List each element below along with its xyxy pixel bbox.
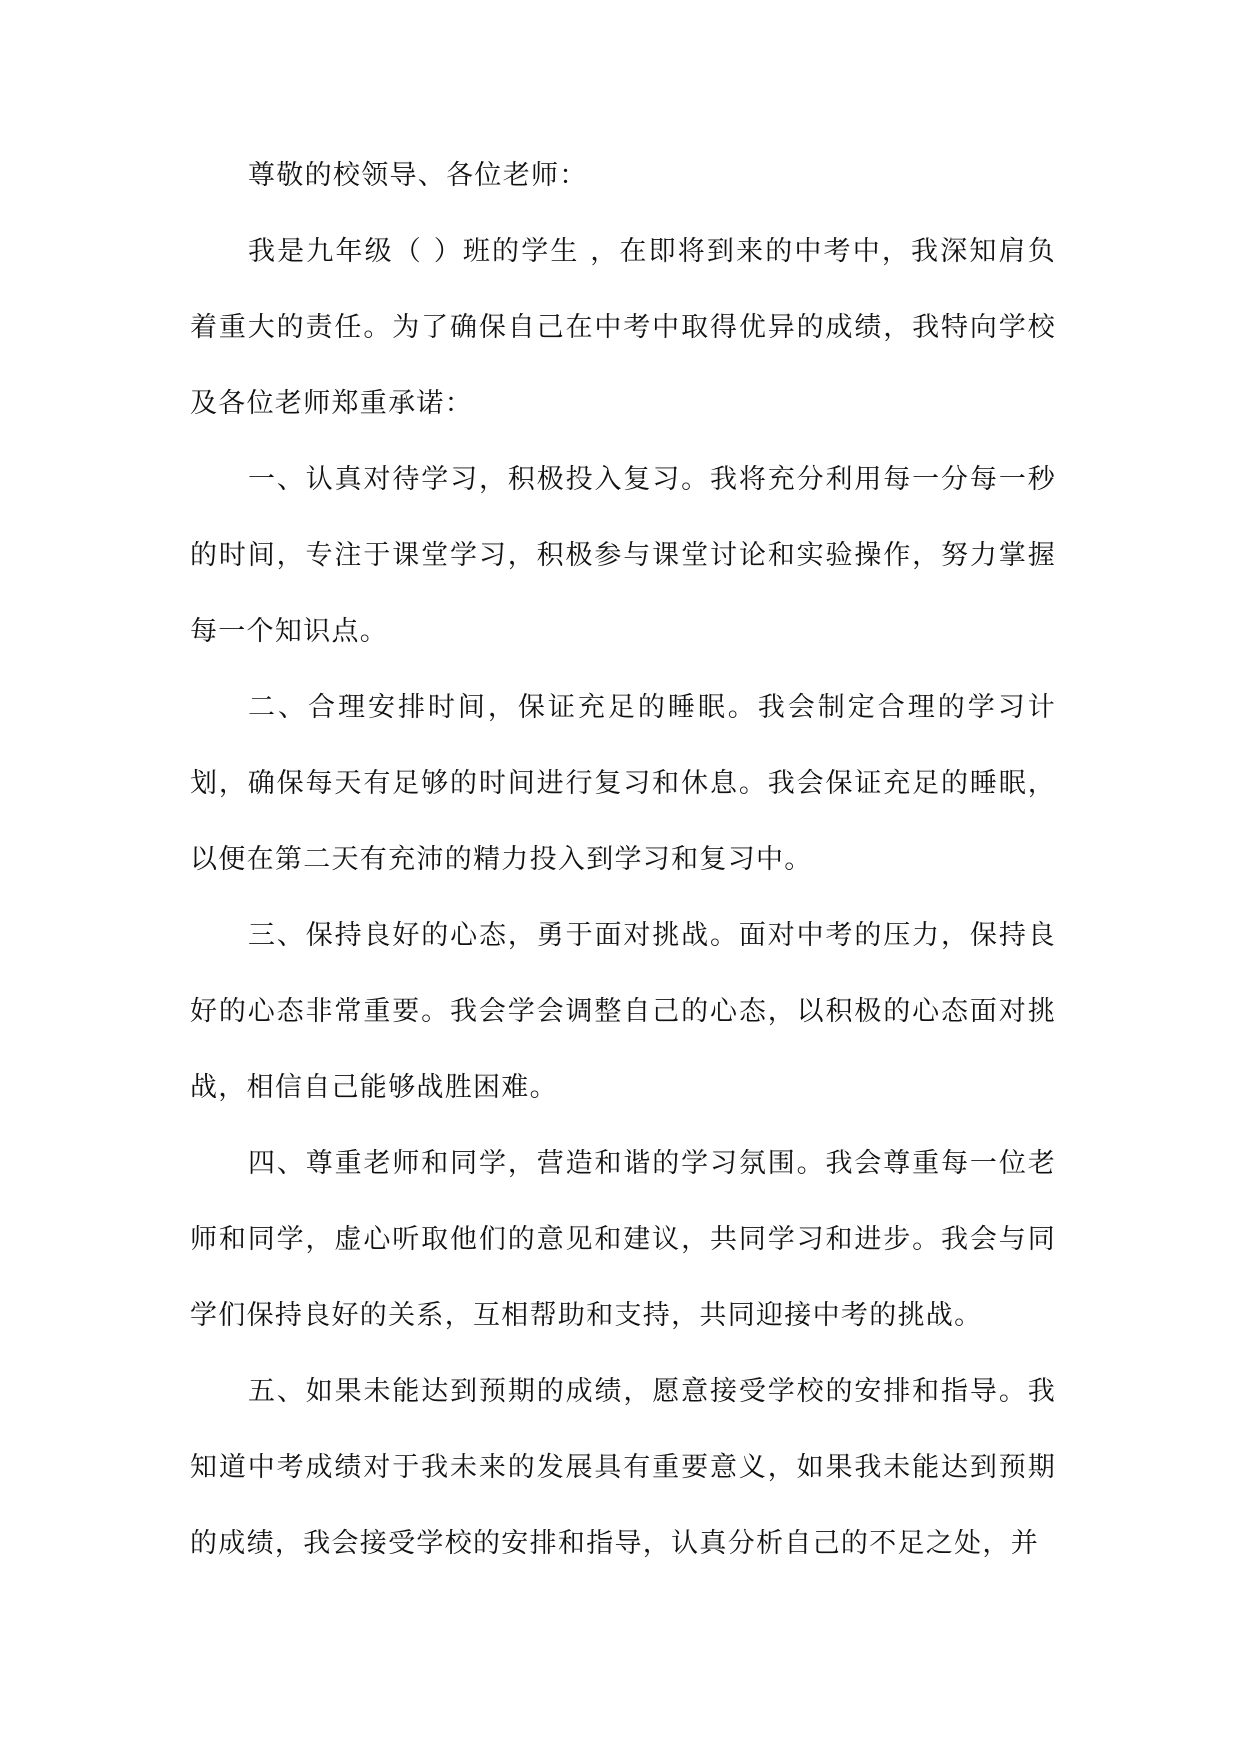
paragraph-commitment-1: 一、认真对待学习，积极投入复习。我将充分利用每一分每一秒的时间，专注于课堂学习，积极参与课堂讨论和实验操作，努力掌握每一个知识点。 bbox=[190, 464, 1056, 647]
paragraph-commitment-4: 四、尊重老师和同学，营造和谐的学习氛围。我会尊重每一位老师和同学，虚心听取他们的意见和建议，共同学习和进步。我会与同学们保持良好的关系，互相帮助和支持，共同迎接中考的挑战。 bbox=[190, 1148, 1056, 1331]
salutation: 尊敬的校领导、各位老师： bbox=[248, 160, 588, 191]
paragraph-commitment-2: 二、合理安排时间，保证充足的睡眠。我会制定合理的学习计划，确保每天有足够的时间进行复习和休息。我会保证充足的睡眠，以便在第二天有充沛的精力投入到学习和复习中。 bbox=[190, 692, 1056, 875]
document-body bbox=[190, 138, 1056, 1582]
paragraph-intro: 我是九年级（ ）班的学生 ，在即将到来的中考中，我深知肩负着重大的责任。为了确保自己在中考中取得优异的成绩，我特向学校及各位老师郑重承诺： bbox=[190, 236, 1056, 419]
paragraph-commitment-5: 五、如果未能达到预期的成绩，愿意接受学校的安排和指导。我知道中考成绩对于我未来的发展具有重要意义，如果我未能达到预期的成绩，我会接受学校的安排和指导，认真分析自己的不足之处，并 bbox=[190, 1376, 1056, 1559]
paragraph-commitment-3: 三、保持良好的心态，勇于面对挑战。面对中考的压力，保持良好的心态非常重要。我会学会调整自己的心态，以积极的心态面对挑战，相信自己能够战胜困难。 bbox=[190, 920, 1056, 1103]
